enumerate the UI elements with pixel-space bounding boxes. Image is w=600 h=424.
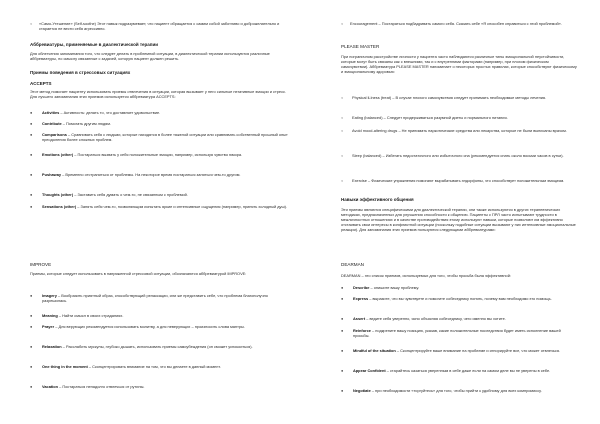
list-item-appear-confident <box>341 368 577 373</box>
item-term: Sensations (other) <box>42 204 77 209</box>
item-term: Appear Confident <box>353 368 386 373</box>
list-item-avoid-drugs <box>341 128 577 133</box>
bullet-icon: ● <box>30 344 33 349</box>
paragraph-effective-communication: Эти приемы являются специфическими для диалектической терапии, они также используются в других терапевтических методиках, предназначенных для улучшения способности к общению. Пациенты с ПРЛ часто испытывают трудности в межличностных отношениях и в качестве противодействия этому используют навыки, которые позволяют им эффективно отстаивать свои интересы в конфликтной ситуации (поскольку подобные ситуации вызывают у них интенсивные эмоциональные реакции). Для запоминания этих приемов пользуются следующими аббревиатурами: <box>341 207 576 233</box>
list-item-emotions <box>30 152 288 157</box>
bullet-icon: ● <box>30 313 33 318</box>
item-term: Express <box>353 296 369 301</box>
bullet-icon: ○ <box>341 153 344 158</box>
paragraph-dearman: DEARMAN – это список приемов, используемых для того, чтобы просьба была эффективной: <box>341 273 511 278</box>
item-term: Prayer <box>42 324 55 329</box>
list-item-comparisons <box>30 132 288 142</box>
list-item-encouragement <box>341 21 577 26</box>
list-item-assert <box>341 316 577 321</box>
item-term: Describe <box>353 285 370 290</box>
item-term: Meaning <box>42 313 58 318</box>
item-text: – Найти смысл в своих страданиях. <box>57 313 124 318</box>
bullet-icon: ○ <box>341 21 344 26</box>
bullet-icon: ● <box>30 364 33 369</box>
list-item-one-thing <box>30 364 288 369</box>
item-text: – Занять себя чем-то, позволяющим испытать яркие и интенсивные ощущения (например, принять холодный душ). <box>76 204 287 209</box>
list-item-activities <box>30 110 288 115</box>
item-text: – опишите вашу проблему. <box>369 285 420 290</box>
item-text: – ведите себя уверенно, ясно объясняя собеседнику, чего именно вы хотите. <box>365 316 506 321</box>
list-item-contribute <box>30 121 288 126</box>
item-text: – Сконцентрируйте ваше внимание на проблеме и игнорируйте все, что может отвлечься. <box>395 348 561 353</box>
bullet-icon: ● <box>341 368 344 373</box>
heading-dearman: DEARMAN <box>341 262 364 267</box>
list-item-vacation <box>30 384 288 389</box>
bullet-icon: ● <box>30 152 33 157</box>
item-term: Eating (balanced) <box>352 115 383 120</box>
list-item-describe <box>341 285 577 290</box>
item-term: Mindful of the situation <box>353 348 396 353</box>
bullet-icon: ● <box>30 192 33 197</box>
list-item-eating <box>341 115 577 120</box>
paragraph-accepts: Этот метод помогает пациенту использовать приемы отвлечения в ситуации, которая вызывает у него сильные негативные эмоции и стресс. Для лучшего запоминания этих приемов используется аббревиатура ACCEPTS: <box>30 89 287 100</box>
list-item-thoughts <box>30 192 288 197</box>
section-heading-effective-communication: Навыки эффективного общения <box>341 197 414 202</box>
item-term: «Само-Утешение» (Self-soothe) <box>39 21 96 26</box>
list-item-prayer <box>30 324 288 329</box>
heading-accepts: ACCEPTS <box>30 81 52 86</box>
item-text: – Постараться подбадривать самого себя. Сказать себе «Я способен справиться с этой проблемой». <box>377 21 562 26</box>
item-text: – выразите, что вы чувствуете и помогите собеседнику понять, почему вам необходимо его помощь. <box>368 296 552 301</box>
item-text: – старайтесь казаться уверенным в себе даже если на самом деле вы не уверены в себе. <box>385 368 551 373</box>
item-term: Assert <box>353 316 366 321</box>
bullet-icon: ○ <box>30 21 33 26</box>
bullet-icon: ● <box>30 384 33 389</box>
list-item-soothe <box>30 21 288 31</box>
bullet-icon: ○ <box>341 95 344 100</box>
bullet-icon: ● <box>341 285 344 290</box>
item-text: – Избегать недостаточного или избыточного сна (рекомендуется спать около восьми часов в сутки). <box>381 153 564 158</box>
paragraph-abbreviations: Для облегчения запоминания того, что следует делать в проблемной ситуации, в диалектической терапии используются различные аббревиатуры, по смыслу связанные с задачей, которую пациент должен решить. <box>30 51 270 62</box>
list-item-relaxation <box>30 344 288 349</box>
item-term: Relaxation <box>42 344 62 349</box>
bullet-icon: ● <box>341 348 344 353</box>
item-term: Emotions (other) <box>42 152 74 157</box>
item-text: – подкрепите вашу позицию, указав, какие положительные последствия будет иметь исполнение вашей просьбы. <box>353 328 561 339</box>
item-term: Negotiate <box>353 388 371 393</box>
item-term: Imagery <box>42 293 57 298</box>
section-heading-abbreviations: Аббревиатуры, применяемые в диалектической терапии <box>30 42 159 47</box>
item-text: – Постараться вызвать у себя положительные эмоции, например, используя чувство юмора. <box>73 152 243 157</box>
item-term: Comparisons <box>42 132 67 137</box>
bullet-icon: ● <box>30 204 33 209</box>
item-term: Pushaway <box>42 172 62 177</box>
list-item-meaning <box>30 313 288 318</box>
bullet-icon: ● <box>30 324 33 329</box>
heading-improve: IMPROVE <box>30 262 52 267</box>
item-term: Sleep (balanced) <box>352 153 382 158</box>
item-text: – Расслабить мускулы, глубоко дышать, использовать приемы самоубеждения (он сможет успокоиться). <box>61 344 253 349</box>
item-text: – Физические упражнения помогают вырабатывать эндорфины, что способствует положительным эмоциям. <box>366 178 565 183</box>
item-text: – Не принимать наркотические средства или лекарства, которые не были выписаны врачом. <box>397 128 567 133</box>
paragraph-please-master: При пограничном расстройстве личности у пациента часто наблюдаются различные типы эмоциональной неустойчивости, которые могут быть связаны как с внешними, так и с внутренними факторами (например, при плохом физическом самочувствии). Аббревиатура PLEASE MASTER напоминает о некоторых простых правилах, которые способствуют физическому и эмоциональному здоровью: <box>341 54 577 75</box>
list-item-reinforce <box>341 328 577 338</box>
item-text: – Помогать другим людям. <box>61 121 112 126</box>
item-term: Activities <box>42 110 60 115</box>
item-term: Encouragement <box>350 21 378 26</box>
bullet-icon: ● <box>341 296 344 301</box>
list-item-express <box>341 296 577 301</box>
item-text: – В случае плохого самочувствия следует принимать необходимые методы лечения. <box>391 95 547 100</box>
list-item-negotiate <box>341 388 577 393</box>
item-term: Thoughts (other) <box>42 192 74 197</box>
bullet-icon: ● <box>30 293 33 298</box>
heading-please-master: PLEASE MASTER <box>341 44 380 49</box>
item-text: – Временно отстраниться от проблемы. На некоторое время постараться заняться чем-то другим. <box>61 172 241 177</box>
bullet-icon: ● <box>341 388 344 393</box>
paragraph-improve: Приемы, которые следует использовать в напряженной стрессовой ситуации, обозначаются аббревиатурой IMPROVE: <box>30 271 247 276</box>
item-term: Avoid mood-altering drugs <box>352 128 398 133</box>
list-item-sleep <box>341 153 577 158</box>
bullet-icon: ○ <box>341 115 344 120</box>
item-text: – Для верующих рекомендуется использовать молитву, а для неверующих – произносить слова мантры. <box>54 324 245 329</box>
list-item-sensations <box>30 204 288 209</box>
item-text: – Постараться ненадолго отвлечься от рутины. <box>58 384 145 389</box>
list-item-pushaway <box>30 172 288 177</box>
item-text: – Вообразить приятный образ, способствующий релаксации, или же представить себе, что проблема благополучно разрешилась. <box>42 293 268 304</box>
item-term: Contribute <box>42 121 62 126</box>
item-text: – Активность: делать то, что доставляет удовольствие. <box>59 110 161 115</box>
item-text: – при необходимости «торгуйтесь» для того, чтобы прийти к удобному для всех компромиссу. <box>370 388 542 393</box>
bullet-icon: ○ <box>341 128 344 133</box>
list-item-imagery <box>30 293 288 303</box>
bullet-icon: ● <box>30 132 33 137</box>
bullet-icon: ● <box>341 316 344 321</box>
bullet-icon: ○ <box>341 178 344 183</box>
item-text: – Сконцентрировать внимание на том, что вы делаете в данный момент. <box>87 364 221 369</box>
item-term: Exercise <box>352 178 367 183</box>
bullet-icon: ● <box>341 328 344 333</box>
bullet-icon: ● <box>30 121 33 126</box>
section-heading-crisis: Приемы поведения в стрессовых ситуациях <box>30 70 131 75</box>
item-term: Vacation <box>42 384 59 389</box>
list-item-mindful <box>341 348 577 353</box>
item-text: Этот навык подразумевает, что пациент обращается с самим собой заботливо и доброжелательно и старается не вести себя агрессивно. <box>39 21 280 32</box>
item-term: Reinforce <box>353 328 371 333</box>
bullet-icon: ● <box>30 172 33 177</box>
item-text: – Сравнивать себя с людьми, которые находятся в более тяжелой ситуации или сравнивать собственный прошлый опыт преодоления более сложных проблем. <box>42 132 288 143</box>
item-text: – Заставить себя думать о чем-то, не связанным с проблемой. <box>73 192 188 197</box>
item-term: Physical iLlness (treat) <box>352 95 392 100</box>
item-term: One thing in the moment <box>42 364 88 369</box>
list-item-illness <box>341 95 577 100</box>
item-text: – Следует придерживаться разумной диеты и нормального питания. <box>382 115 508 120</box>
list-item-exercise <box>341 178 577 183</box>
bullet-icon: ● <box>30 110 33 115</box>
